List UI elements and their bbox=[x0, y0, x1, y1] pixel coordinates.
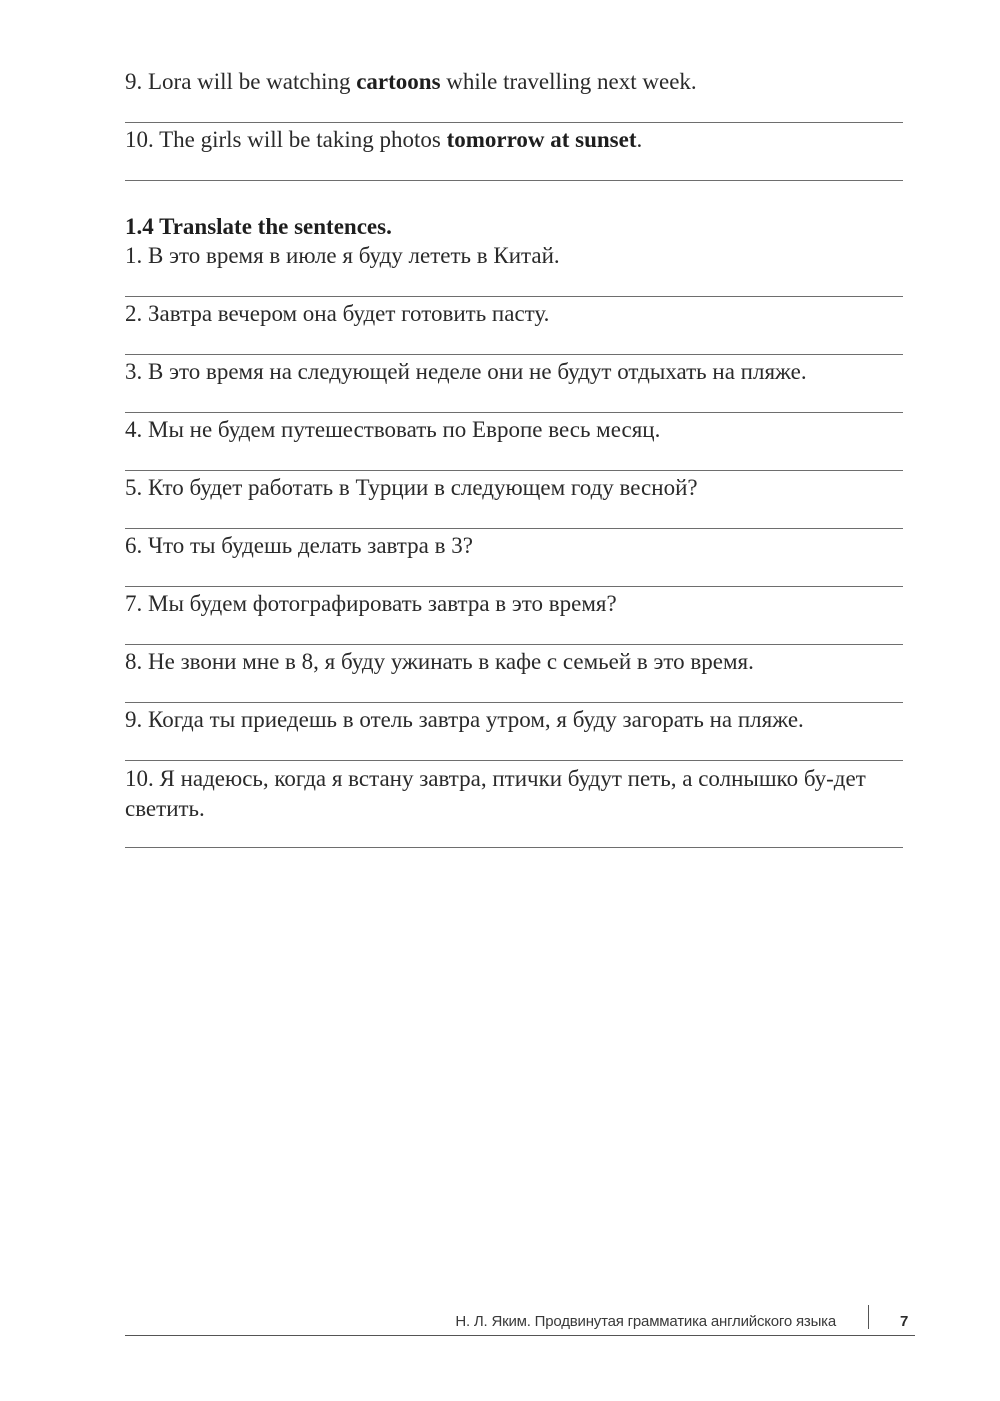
sentence-10: 10. Я надеюсь, когда я встану завтра, птички будут петь, а солнышко бу-дет светить. bbox=[125, 766, 866, 821]
answer-line bbox=[125, 470, 903, 471]
answer-line bbox=[125, 296, 903, 297]
prev-item-highlight: cartoons bbox=[356, 69, 441, 94]
answer-line bbox=[125, 586, 903, 587]
sentence-1: 1. В это время в июле я буду лететь в Китай. bbox=[125, 243, 560, 268]
sentence-9: 9. Когда ты приедешь в отель завтра утром, я буду загорать на пляже. bbox=[125, 707, 804, 732]
answer-line bbox=[125, 702, 903, 703]
answer-line bbox=[125, 122, 903, 123]
prev-item-text: The girls will be taking photos bbox=[159, 127, 441, 152]
answer-line bbox=[125, 644, 903, 645]
page-number: 7 bbox=[900, 1313, 909, 1330]
sentence-8: 8. Не звони мне в 8, я буду ужинать в кафе с семьей в это время. bbox=[125, 649, 754, 674]
footer-book-title: Н. Л. Яким. Продвинутая грамматика английского языка bbox=[455, 1313, 836, 1330]
prev-item-number: 10. bbox=[125, 127, 154, 152]
sentence-7: 7. Мы будем фотографировать завтра в это время? bbox=[125, 591, 617, 616]
prev-item-number: 9. bbox=[125, 69, 143, 94]
answer-line bbox=[125, 354, 903, 355]
answer-line bbox=[125, 180, 903, 181]
prev-item-9 bbox=[125, 67, 915, 97]
footer-rule bbox=[125, 1335, 915, 1336]
sentence-5: 5. Кто будет работать в Турции в следующем году весной? bbox=[125, 475, 698, 500]
answer-line bbox=[125, 760, 903, 761]
exercise-title: 1.4 Translate the sentences. bbox=[125, 214, 392, 239]
answer-line bbox=[125, 528, 903, 529]
sentence-6: 6. Что ты будешь делать завтра в 3? bbox=[125, 533, 473, 558]
prev-item-text: Lora will be watching bbox=[148, 69, 351, 94]
prev-item-text-end: while travelling next week. bbox=[446, 69, 697, 94]
sentence-3: 3. В это время на следующей неделе они не будут отдыхать на пляже. bbox=[125, 359, 807, 384]
answer-line bbox=[125, 847, 903, 848]
sentence-4: 4. Мы не будем путешествовать по Европе весь месяц. bbox=[125, 417, 661, 442]
footer-separator bbox=[868, 1305, 869, 1329]
sentence-2: 2. Завтра вечером она будет готовить пасту. bbox=[125, 301, 550, 326]
prev-item-text-end: . bbox=[636, 127, 643, 152]
answer-line bbox=[125, 412, 903, 413]
prev-item-highlight: tomorrow at sunset bbox=[446, 127, 637, 152]
prev-item-10 bbox=[125, 125, 915, 155]
